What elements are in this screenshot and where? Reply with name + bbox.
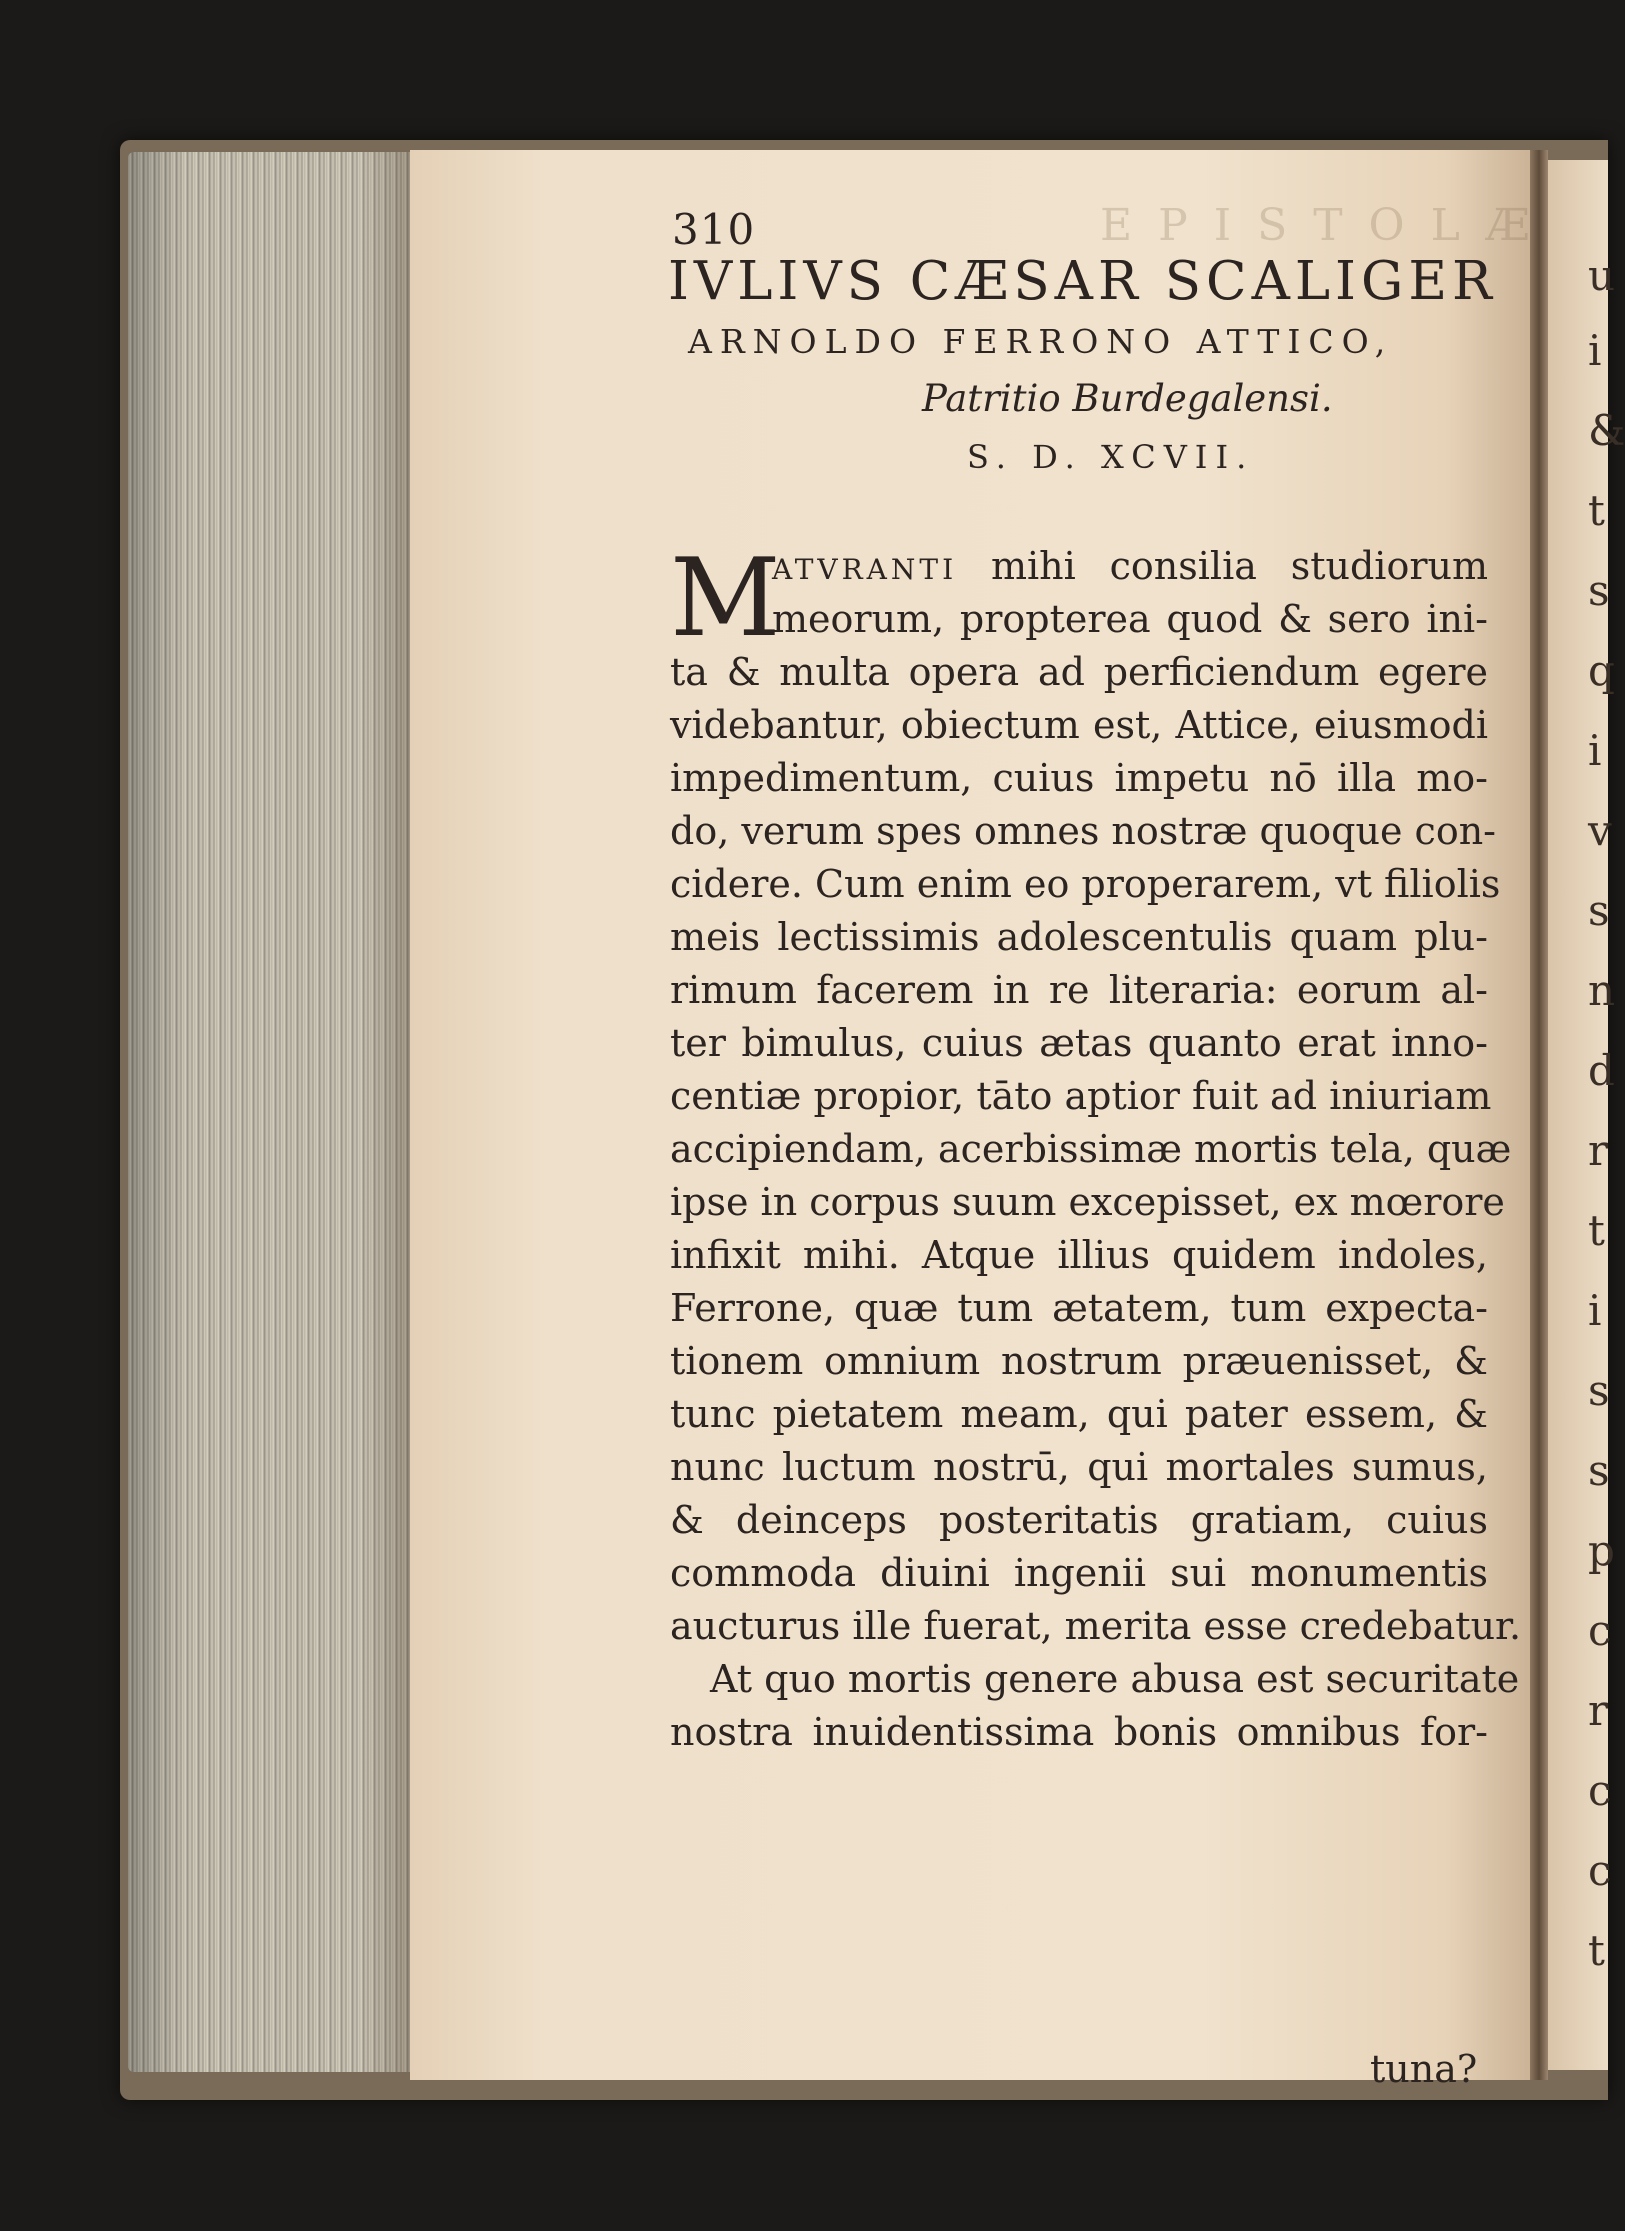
- drop-cap-initial: M: [670, 536, 781, 661]
- addressee-title: Patritio Burdegalensi.: [922, 377, 1333, 420]
- body-line: nostra inuidentissima bonis omnibus for-: [670, 1710, 1488, 1754]
- body-line: impedimentum, cuius impetu nō illa mo-: [670, 756, 1488, 800]
- body-line: do, verum spes omnes nostræ quoque con-: [670, 809, 1497, 853]
- body-line: videbantur, obiectum est, Attice, eiusmodi: [670, 703, 1488, 747]
- body-line: ipse in corpus suum excepisset, ex mœrore: [670, 1180, 1505, 1224]
- letter-author-heading: IVLIVS CÆSAR SCALIGER: [668, 251, 1497, 312]
- body-line: infixit mihi. Atque illius quidem indoles,: [670, 1233, 1488, 1277]
- letter-number: S. D. XCVII.: [967, 438, 1255, 476]
- body-line: aucturus ille fuerat, merita esse credebatur.: [670, 1604, 1522, 1648]
- first-line-text: mihi consilia studiorum: [957, 544, 1488, 588]
- body-line: tionem omnium nostrum præuenisset, &: [670, 1339, 1488, 1383]
- body-line: commoda diuini ingenii sui monumentis: [670, 1551, 1488, 1595]
- body-line: tunc pietatem meam, qui pater essem, &: [670, 1392, 1488, 1436]
- body-line: cidere. Cum enim eo properarem, vt filiolis: [670, 862, 1501, 906]
- letter-body: [670, 536, 1522, 1759]
- body-line: & deinceps posteritatis gratiam, cuius: [670, 1498, 1488, 1542]
- body-line: centiæ propior, tāto aptior fuit ad iniuriam: [670, 1074, 1492, 1118]
- book-gutter: [1530, 150, 1548, 2080]
- body-line: rimum facerem in re literaria: eorum al-: [670, 968, 1488, 1012]
- body-line: accipiendam, acerbissimæ mortis tela, quæ: [670, 1127, 1512, 1171]
- page-number: 310: [672, 205, 756, 254]
- body-line: At quo mortis genere abusa est securitate: [710, 1657, 1520, 1701]
- body-line: Ferrone, quæ tum ætatem, tum expecta-: [670, 1286, 1488, 1330]
- addressee-line: ARNOLDO FERRONO ATTICO,: [688, 322, 1394, 361]
- first-word-smallcaps: ATVRANTI: [772, 553, 958, 586]
- body-line: nunc luctum nostrū, qui mortales sumus,: [670, 1445, 1488, 1489]
- show-through: E P I S T O L Æ: [1100, 200, 1536, 251]
- body-line: ta & multa opera ad perficiendum egere: [670, 650, 1488, 694]
- page-edges: [128, 152, 420, 2072]
- body-line: meis lectissimis adolescentulis quam plu-: [670, 915, 1488, 959]
- body-line: meorum, propterea quod & sero ini-: [772, 597, 1488, 641]
- body-line: ter bimulus, cuius ætas quanto erat inno-: [670, 1021, 1488, 1065]
- catchword: tuna?: [1370, 2047, 1478, 2091]
- right-page-edge: u i & t s q i v s n d r t i s s p c r c c t: [1548, 160, 1608, 2070]
- body-line-first: [670, 540, 1488, 593]
